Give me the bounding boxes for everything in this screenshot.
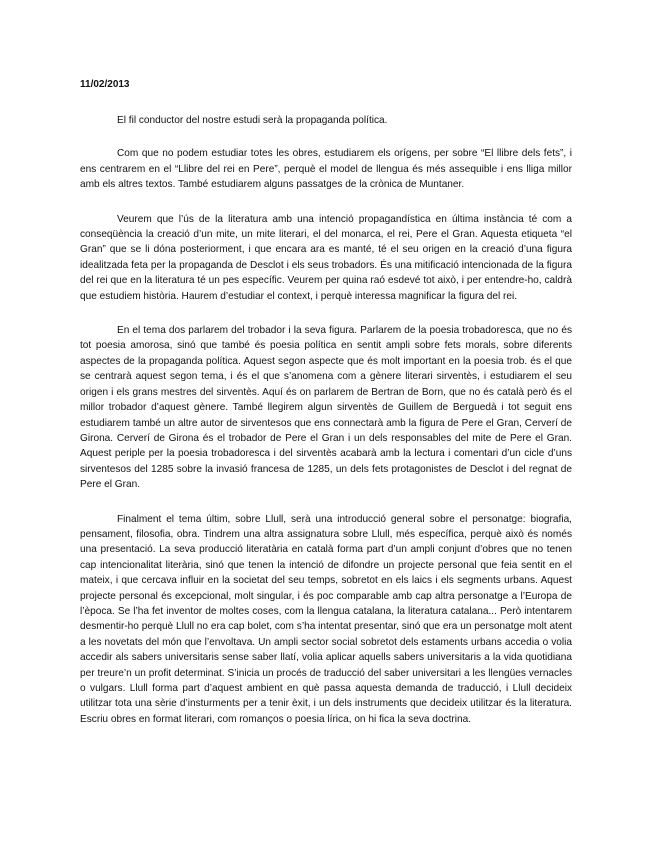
paragraph-llull: Finalment el tema últim, sobre Llull, serà una introducció general sobre el personatge: biografia, pensament, filosofia, obra. Tindrem una altra assignatura sobre Llull, més específica, perquè això és només una presentació. La seva producció literatària en català forma part d’un ampli conjunt d’obres que no tenen cap intencionalitat literària, sinó que tenen la intenció de difondre un projecte personal que feia sentit en el mateix, i que cercava influir en la societat del seu temps, sobretot en els laics i els segments urbans. Aquest projecte personal és excepcional, molt singular, i és poc comparable amb cap altra personatge a l’Europa de l’època. Se l’ha fet inventor de moltes coses, com la llengua catalana, la literatura catalana... Però intentarem desmentir-ho perquè Llull no era cap bolet, com s’ha intentat presentar, sinó que era un personatge molt atent a les novetats del món que l’envoltava. Un ampli sector social sobretot dels estaments urbans accedia o volia accedir als sabers universitaris sense saber llatí, volia aplicar aquells sabers universitaris a la vida quotidiana per treure’n un profit determinat. S’inicia un procés de traducció del saber universitari a les llengües vernacles o vulgars. Llull forma part d’aquest ambient en què passa aquesta demanda de traducció, i Llull decideix utilitzar tota una sèrie d’insturments per a tenir èxit, i un dels instruments que decideix utilitzar és la literatura. Escriu obres en format literari, com romanços o poesia lírica, on hi fica la seva doctrina. [80,513,572,725]
paragraph-troubadour: En el tema dos parlarem del trobador i la seva figura. Parlarem de la poesia trobadoresca, que no és tot poesia amorosa, sinó que també és poesia política en sentit ampli sobre fets morals, sobre diferents aspectes de la propaganda política. Aquest segon aspecte que és molt important en la poesia trob. és el que se centrarà aquest segon tema, i és el que s’anomena com a gènere literari sirventès, i estudiarem el seu origen i els grans mestres del sirventès. Aquí és on parlarem de Bertran de Born, que no és català però és el millor trobador d’aquest gènere. També llegirem algun sirventès de Guillem de Berguedà i tot seguit ens estudiarem també un altre autor de sirventesos que ens connectarà amb la figura de Pere el Gran, Cerverí de Girona. Cerverí de Girona és el trobador de Pere el Gran i un dels responsables del mite de Pere el Gran. Aquest periple per la poesia trobadoresca i del sirventès acabarà amb la lectura i comentari d’un cicle d’uns sirventesos del 1285 sobre la invasió francesa de 1285, un dels fets protagonistes de Desclot i del regnat de Pere el Gran. [80,325,572,491]
paragraph-myth: Veurem que l’ús de la literatura amb una intenció propagandística en última instància té com a conseqüència la creació d’un mite, un mite literari, el del monarca, el rei, Pere el Gran. Aquesta etiqueta “el Gran” que se li dóna posteriorment, i que encara ara es manté, té el seu origen en la creació d’una figura idealitzada feta per la propaganda de Desclot i els seus trobadors. És una mitificació intencionada de la figura del rei que en la literatura té un pes específic. Veurem per quina raó esdevé tot això, i per entendre-ho, caldrà que estudiem història. Haurem d’estudiar el context, i perquè interessa magnificar la figura del rei. [80,213,572,302]
paragraph-intro: El fil conductor del nostre estudi serà la propaganda política. [117,115,388,126]
paragraph-sources: Com que no podem estudiar totes les obres, estudiarem els orígens, per sobre “El llibre dels fets”, i ens centrarem en el “Llibre del rei en Pere”, perquè el model de llengua és més assequible i ens lliga millor amb els altres textos. També estudiarem alguns passatges de la crònica de Muntaner. [80,148,572,191]
document-date: 11/02/2013 [80,79,130,90]
document-page [80,78,572,746]
